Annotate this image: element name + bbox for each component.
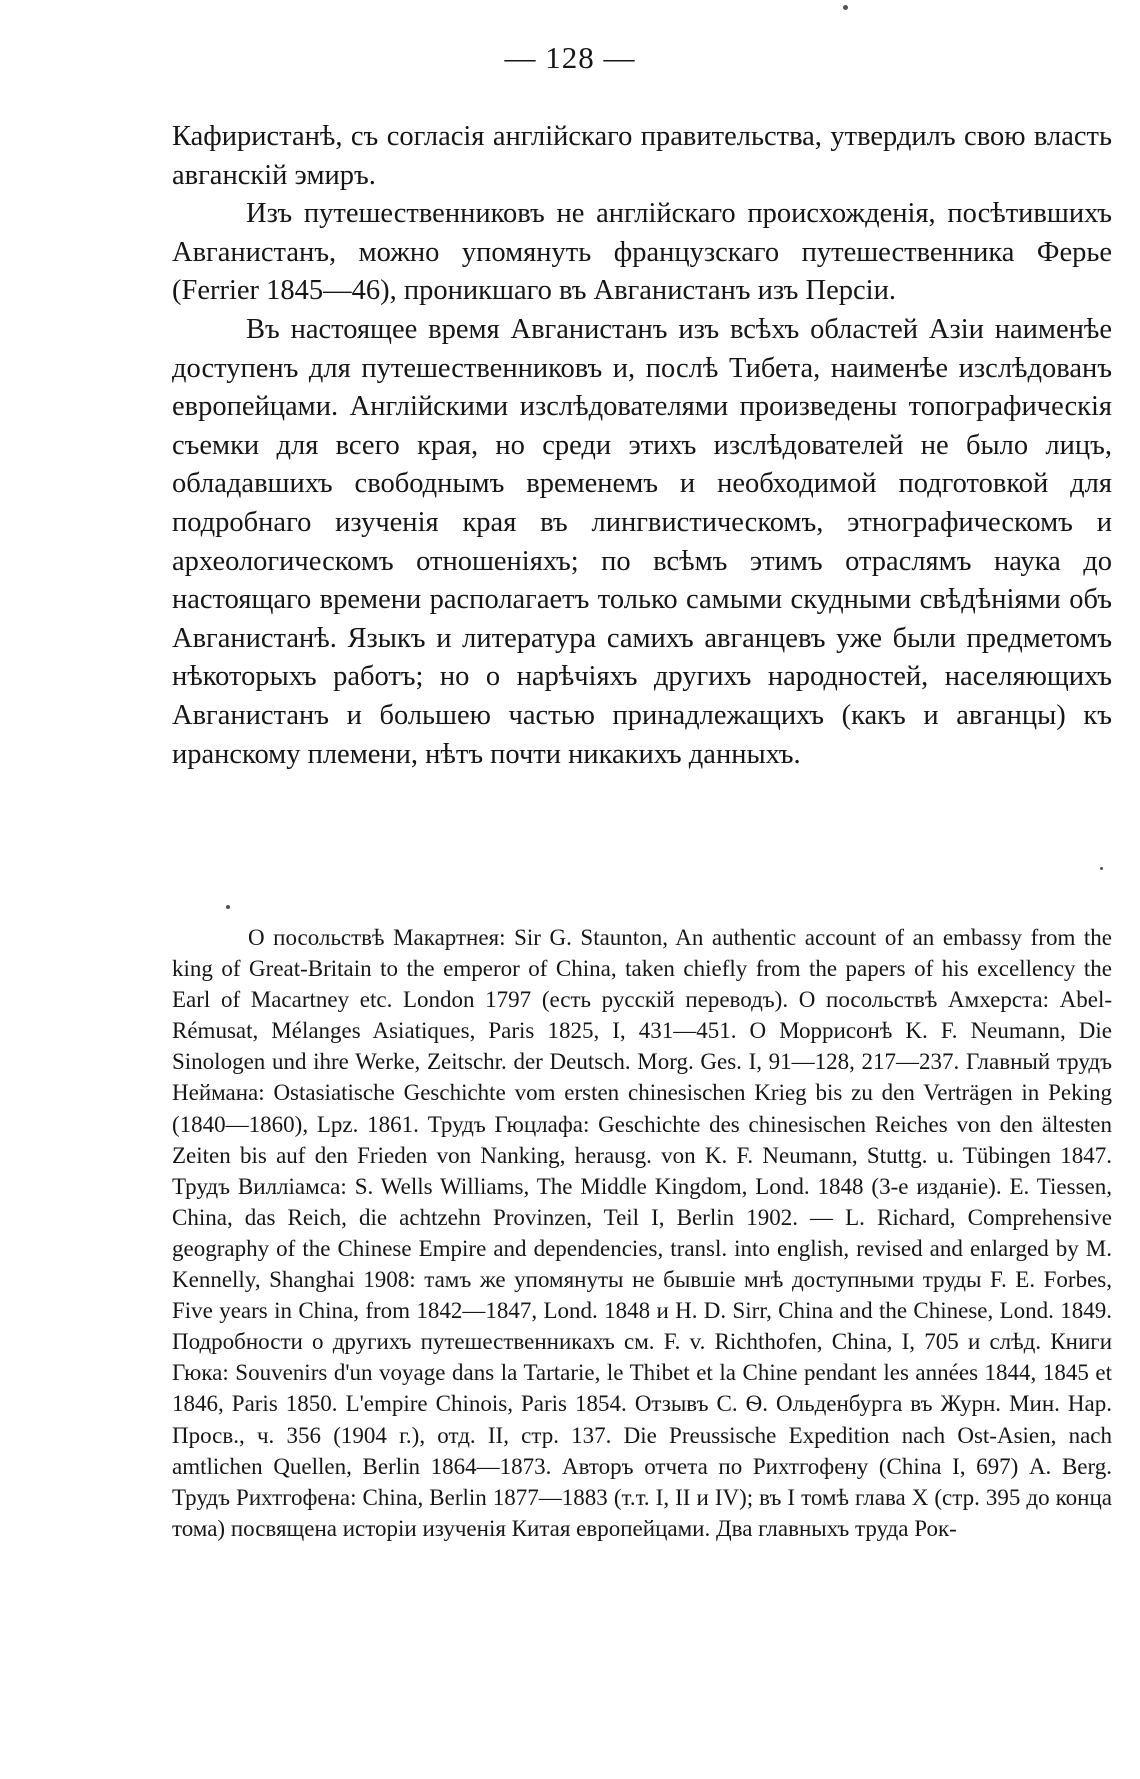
page-number: — 128 — — [504, 40, 636, 75]
footnote-text: О посольствѣ Макартнея: Sir G. Staunton, An authentic account of an embassy from the king of Great-Britain to the emperor of China, taken chiefly from the papers of his excellency the Earl of Macartney etc. London 1797 (есть русскій переводъ). О посольствѣ Амхерста: Abel-Rémusat, Mélanges Asiatiques, Paris 1825, I, 431—451. О Моррисонѣ K. F. Neumann, Die Sinologen und ihre Werke, Zeitschr. der Deutsch. Morg. Ges. I, 91—128, 217—237. Главный трудъ Неймана: Ostasiatische Geschichte vom ersten chinesischen Krieg bis zu den Verträgen in Peking (1840—1860), Lpz. 1861. Трудъ Гюцлафа: Geschichte des chinesischen Reiches von den ältesten Zeiten bis auf den Frieden von Nanking, herausg. von K. F. Neumann, Stuttg. u. Tübingen 1847. Трудъ Вилліамса: S. Wells Williams, The Middle Kingdom, Lond. 1848 (3-е изданіе). E. Tiessen, China, das Reich, die achtzehn Provinzen, Teil I, Berlin 1902. — L. Richard, Comprehensive geography of the Chinese Empire and dependencies, transl. into english, revised and enlarged by M. Kennelly, Shanghai 1908: тамъ же упомянуты не бывшіе мнѣ доступными труды F. E. Forbes, Five years in China, from 1842—1847, Lond. 1848 и H. D. Sirr, China and the Chinese, Lond. 1849. Подробности о другихъ путешественникахъ см. F. v. Richthofen, China, I, 705 и слѣд. Книги Гюка: Souvenirs d'un voyage dans la Tartarie, le Thibet et la Chine pendant les années 1844, 1845 et 1846, Paris 1850. L'empire Chinois, Paris 1854. Отзывъ С. Ѳ. Ольденбурга въ Журн. Мин. Нар. Просв., ч. 356 (1904 г.), отд. II, стр. 137. Die Preussische Expedition nach Ost-Asien, nach amtlichen Quellen, Berlin 1864—1873. Авторъ отчета по Рихтгофену (China I, 697) A. Berg. Трудъ Рихтгофена: China, Berlin 1877—1883 (т.т. I, II и IV); въ I томѣ глава X (стр. 395 до конца тома) посвящена исторіи изученія Китая европейцами. Два главныхъ труда Рок- — [172, 925, 1112, 1541]
paragraph-continuation: Кафиристанѣ, съ согласія англійскаго правительства, утвердилъ свою власть авганскій эмиръ. — [172, 121, 1112, 191]
paragraph-present-state: Въ настоящее время Авганистанъ изъ всѣхъ областей Азіи наименѣе доступенъ для путешественниковъ и, послѣ Тибета, наименѣе изслѣдованъ европейцами. Англійскими изслѣдователями произведены топографическія съемки для всего края, но среди этихъ изслѣдователей не было лицъ, обладавшихъ свободнымъ временемъ и необходимой подготовкой для подробнаго изученія края въ лингвистическомъ, этнографическомъ и археологическомъ отношеніяхъ; по всѣмъ этимъ отраслямъ наука до настоящаго времени располагаетъ только самыми скудными свѣдѣніями объ Авганистанѣ. Языкъ и литература самихъ авганцевъ уже были предметомъ нѣкоторыхъ работъ; но о нарѣчіяхъ другихъ народностей, населяющихъ Авганистанъ и большею частью принадлежащихъ (какъ и авганцы) къ иранскому племени, нѣтъ почти никакихъ данныхъ. — [172, 313, 1112, 770]
print-speck — [843, 5, 848, 10]
print-speck — [226, 905, 230, 909]
print-speck — [1100, 867, 1103, 870]
footnote — [172, 922, 1112, 1544]
main-text — [172, 118, 1112, 774]
paragraph-travellers: Изъ путешественниковъ не англійскаго происхожденія, посѣтившихъ Авганистанъ, можно упомянуть французскаго путешественника Ферье (Ferrier 1845—46), проникшаго въ Авганистанъ изъ Персіи. — [172, 198, 1112, 307]
